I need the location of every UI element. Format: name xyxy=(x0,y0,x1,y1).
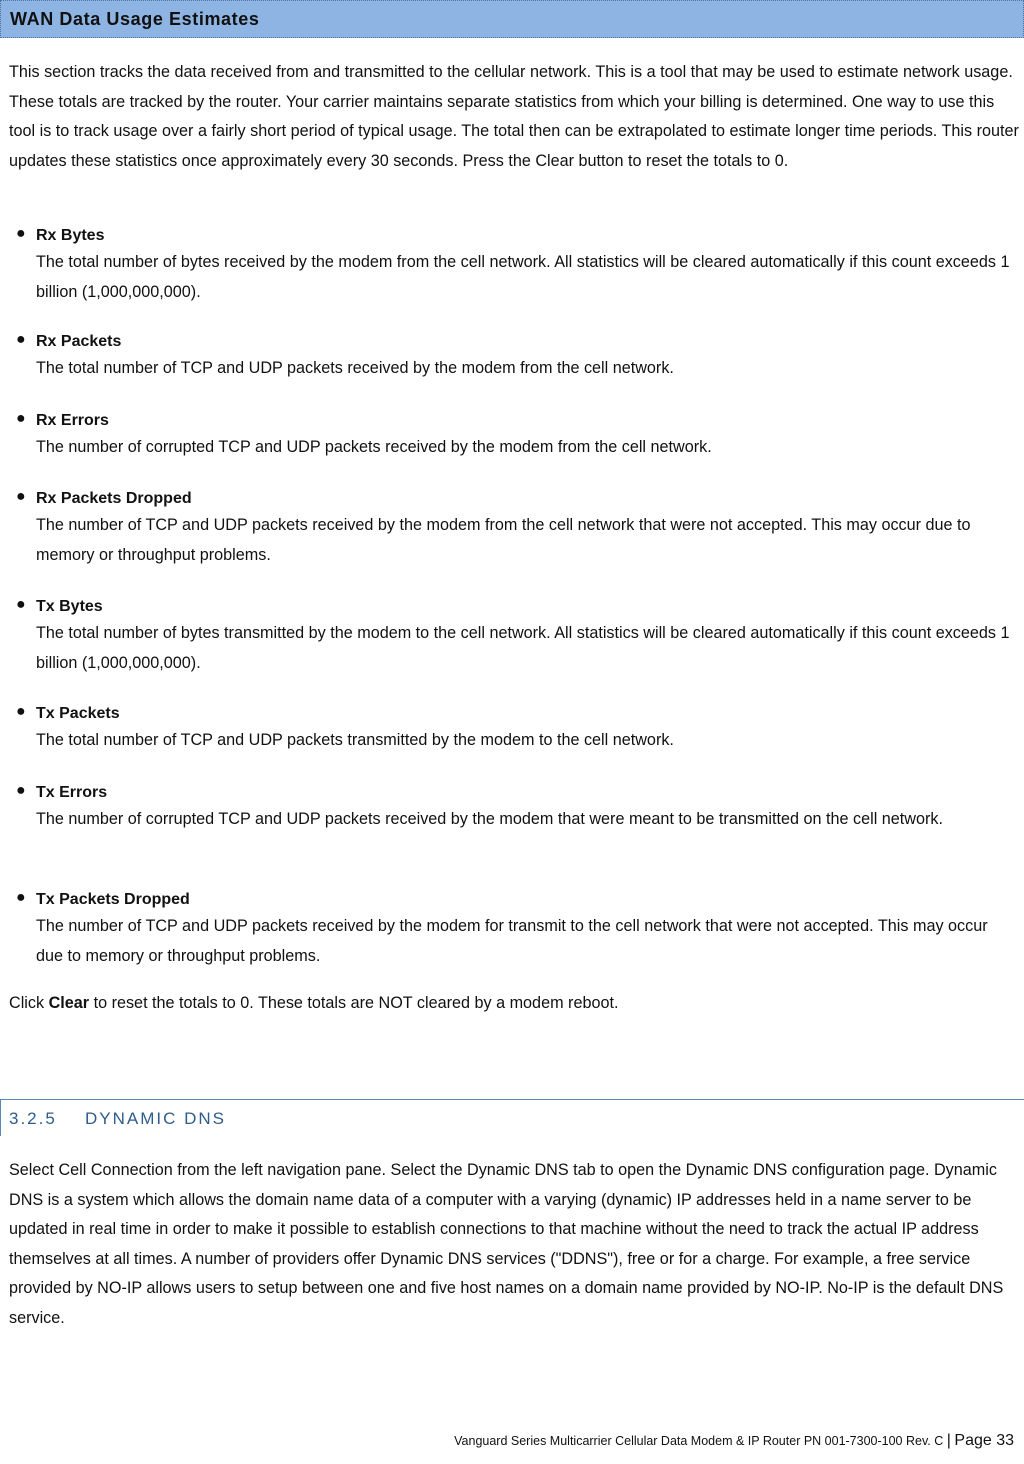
subsection-heading xyxy=(0,1099,1024,1136)
section-header-bar xyxy=(0,0,1024,38)
clear-keyword: Clear xyxy=(48,994,90,1012)
item-title: Rx Bytes xyxy=(36,227,105,244)
bullet-icon: ● xyxy=(16,703,26,720)
list-item xyxy=(16,783,1016,835)
bullet-icon: ● xyxy=(16,225,26,242)
intro-paragraph: This section tracks the data received from and transmitted to the cellular network. This is a tool that may be used to estimate network usage. These totals are tracked by the router. Your carrier maintains separate statistics from which your billing is determined. One way to use this tool is to track usage over a fairly short period of typical usage. The total then can be extrapolated to estimate longer time periods. This router updates these statistics once approximately every 30 seconds. Press the Clear button to reset the totals to 0. xyxy=(9,63,1019,170)
dynamic-dns-paragraph: Select Cell Connection from the left navigation pane. Select the Dynamic DNS tab to open the Dynamic DNS configuration page. Dynamic DNS is a system which allows the domain name data of a computer with a varying (dynamic) IP addresses held in a name server to be updated in real time in order to make it possible to establish connections to that machine without the need to track the actual IP address themselves at all times. A number of providers offer Dynamic DNS services ("DDNS"), free or for a charge. For example, a free service provided by NO-IP allows users to setup between one and five host names on a domain name provided by NO-IP. No-IP is the default DNS service. xyxy=(9,1161,1004,1327)
item-title: Tx Errors xyxy=(36,784,108,801)
clear-note-suffix: to reset the totals to 0. These totals are NOT cleared by a modem reboot. xyxy=(89,994,619,1012)
footer-doc-title: Vanguard Series Multicarrier Cellular Data Modem & IP Router PN 001-7300-100 Rev. C xyxy=(454,1434,944,1448)
list-item xyxy=(16,411,1016,463)
subsection-number: 3.2.5 xyxy=(9,1109,57,1128)
page-number: Page 33 xyxy=(954,1432,1014,1449)
section-header-title: WAN Data Usage Estimates xyxy=(10,9,260,29)
item-title: Tx Packets Dropped xyxy=(36,891,190,908)
item-title: Rx Errors xyxy=(36,412,109,429)
bullet-icon: ● xyxy=(16,410,26,427)
item-description: The total number of TCP and UDP packets transmitted by the modem to the cell network. xyxy=(36,731,674,749)
footer-separator: | xyxy=(946,1432,951,1449)
item-title: Tx Packets xyxy=(36,705,120,722)
list-item xyxy=(16,332,1016,384)
item-title: Tx Bytes xyxy=(36,598,103,615)
list-item xyxy=(16,226,1016,307)
bullet-icon: ● xyxy=(16,889,26,906)
list-item xyxy=(16,597,1016,678)
clear-note-prefix: Click xyxy=(9,994,49,1012)
subsection-title: DYNAMIC DNS xyxy=(85,1109,227,1128)
item-description: The number of TCP and UDP packets received by the modem for transmit to the cell network that were not accepted. This may occur due to memory or throughput problems. xyxy=(36,917,988,965)
bullet-icon: ● xyxy=(16,488,26,505)
item-description: The total number of bytes transmitted by the modem to the cell network. All statistics will be cleared automatically if this count exceeds 1 billion (1,000,000,000). xyxy=(36,624,1010,672)
bullet-icon: ● xyxy=(16,596,26,613)
item-title: Rx Packets Dropped xyxy=(36,490,192,507)
item-description: The total number of TCP and UDP packets received by the modem from the cell network. xyxy=(36,359,674,377)
clear-note xyxy=(9,994,618,1013)
list-item xyxy=(16,890,1016,971)
item-description: The number of TCP and UDP packets received by the modem from the cell network that were not accepted. This may occur due to memory or throughput problems. xyxy=(36,516,971,564)
item-description: The number of corrupted TCP and UDP packets received by the modem that were meant to be transmitted on the cell network. xyxy=(36,810,943,828)
item-description: The number of corrupted TCP and UDP packets received by the modem from the cell network. xyxy=(36,438,712,456)
bullet-icon: ● xyxy=(16,782,26,799)
list-item xyxy=(16,704,1016,756)
item-description: The total number of bytes received by the modem from the cell network. All statistics will be cleared automatically if this count exceeds 1 billion (1,000,000,000). xyxy=(36,253,1010,301)
bullet-icon: ● xyxy=(16,331,26,348)
item-title: Rx Packets xyxy=(36,333,122,350)
page-footer xyxy=(454,1432,1014,1450)
list-item xyxy=(16,489,1016,570)
